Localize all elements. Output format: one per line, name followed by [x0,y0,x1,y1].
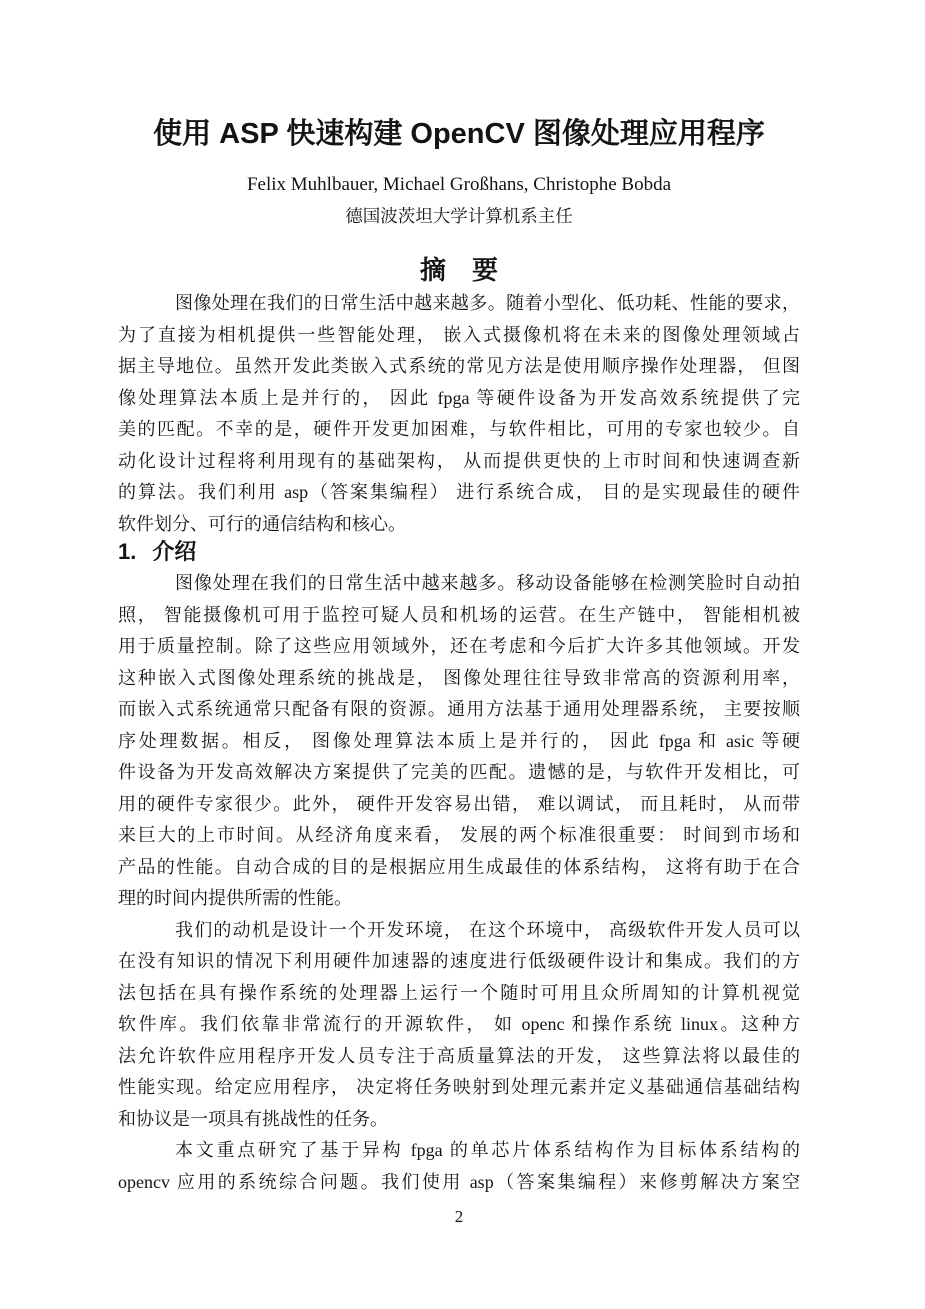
intro-paragraph-2 [118,915,800,1136]
page-title: 使用 ASP 快速构建 OpenCV 图像处理应用程序 [153,118,765,150]
paragraph-line: 软件库。我们依靠非常流行的开源软件， 如 openc 和操作系统 linux。这种方 [118,1014,800,1034]
paragraph-line: 这种嵌入式图像处理系统的挑战是， 图像处理往往导致非常高的资源利用率， [118,667,800,688]
paragraph-line: 序处理数据。相反， 图像处理算法本质上是并行的， 因此 fpga 和 asic 等硬 [118,730,800,751]
paragraph-line: 法允许软件应用程序开发人员专注于高质量算法的开发， 这些算法将以最佳的 [118,1045,800,1066]
abstract-line: 像处理算法本质上是并行的， 因此 fpga 等硬件设备为开发高效系统提供了完 [118,387,800,408]
paragraph-line: 照， 智能摄像机可用于监控可疑人员和机场的运营。在生产链中， 智能相机被 [118,604,800,625]
abstract-body [118,288,800,540]
authors-line: Felix Muhlbauer, Michael Großhans, Christophe Bobda [246,174,672,195]
paragraph-line: 我们的动机是设计一个开发环境， 在这个环境中， 高级软件开发人员可以 [175,919,800,940]
paragraph-line: 用的硬件专家很少。此外， 硬件开发容易出错， 难以调试， 而且耗时， 从而带 [118,793,800,814]
abstract-line: 图像处理在我们的日常生活中越来越多。随着小型化、低功耗、性能的要求， [175,293,800,313]
abstract-line: 软件划分、可行的通信结构和核心。 [118,513,406,534]
paragraph-line: 在没有知识的情况下利用硬件加速器的速度进行低级硬件设计和集成。我们的方 [118,951,800,971]
section-heading-introduction [118,536,800,568]
abstract-line: 的算法。我们利用 asp（答案集编程） 进行系统合成， 目的是实现最佳的硬件 [118,482,800,502]
paragraph-line: 产品的性能。自动合成的目的是根据应用生成最佳的体系结构， 这将有助于在合 [118,856,800,877]
paragraph-line: 而嵌入式系统通常只配备有限的资源。通用方法基于通用处理器系统， 主要按顺 [118,699,800,719]
abstract-line: 为了直接为相机提供一些智能处理， 嵌入式摄像机将在未来的图像处理领域占 [118,324,800,345]
abstract-line: 美的匹配。不幸的是，硬件开发更加困难，与软件相比，可用的专家也较少。自 [118,419,800,439]
paragraph-line: 件设备为开发高效解决方案提供了完美的匹配。遗憾的是，与软件开发相比，可 [118,762,800,782]
abstract-line: 据主导地位。虽然开发此类嵌入式系统的常见方法是使用顺序操作处理器， 但图 [118,356,800,376]
section-number: 1. [118,539,137,564]
paragraph-line: 用于质量控制。除了这些应用领域外，还在考虑和今后扩大许多其他领域。开发 [118,636,800,656]
paragraph-line: opencv 应用的系统综合问题。我们使用 asp（答案集编程）来修剪解决方案空 [118,1171,800,1192]
affiliation-line: 德国波茨坦大学计算机系主任 [345,206,573,226]
paragraph-line: 本文重点研究了基于异构 fpga 的单芯片体系结构作为目标体系结构的 [175,1140,800,1160]
paragraph-line: 法包括在具有操作系统的处理器上运行一个随时可用且众所周知的计算机视觉 [118,982,800,1003]
paragraph-line: 和协议是一项具有挑战性的任务。 [118,1108,388,1129]
intro-paragraph-3 [118,1135,800,1198]
section-title: 介绍 [152,539,197,564]
paragraph-line: 性能实现。给定应用程序， 决定将任务映射到处理元素并定义基础通信基础结构 [118,1077,800,1097]
abstract-heading: 摘 要 [419,255,498,285]
abstract-line: 动化设计过程将利用现有的基础架构， 从而提供更快的上市时间和快速调查新 [118,450,800,471]
intro-paragraph-1 [118,568,800,915]
paragraph-line: 来巨大的上市时间。从经济角度来看， 发展的两个标准很重要： 时间到市场和 [118,825,800,845]
paragraph-line: 理的时间内提供所需的性能。 [118,888,352,908]
paragraph-line: 图像处理在我们的日常生活中越来越多。移动设备能够在检测笑脸时自动拍 [175,573,800,593]
page-number: 2 [454,1207,464,1226]
